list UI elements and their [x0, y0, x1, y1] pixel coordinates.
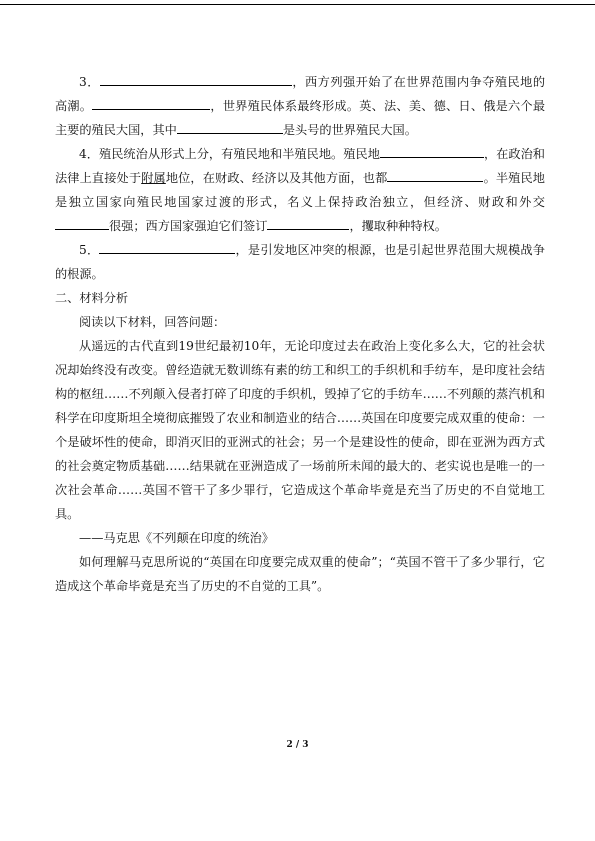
answer-blank[interactable]: [55, 215, 109, 230]
question-3-text-1: ，西方列强开始了在世界范围内争夺殖民地的高潮。: [55, 75, 546, 113]
answer-blank[interactable]: [380, 143, 484, 158]
question-3-text-3: 是头号的世界殖民大国。: [282, 123, 417, 137]
section-heading: 二、材料分析: [55, 291, 129, 305]
question-4-text-4: 。半殖民地是独立国家向殖民地国家过渡的形式，名义上保持政治独立，但经济、财政和外交: [55, 171, 545, 209]
question-4-text-5: 很强；西方国家强迫它们签订: [109, 219, 268, 233]
question-5-number: 5．: [79, 243, 100, 257]
answer-blank[interactable]: [100, 71, 292, 86]
question-3: [55, 70, 545, 142]
answer-blank[interactable]: [92, 95, 210, 110]
question-4-text-2: ，在政治和法律上直接处于: [55, 147, 545, 185]
page-number: 2 / 3: [286, 740, 309, 750]
question-4: [55, 142, 545, 238]
answer-blank[interactable]: [387, 167, 483, 182]
answer-blank[interactable]: [99, 239, 235, 254]
question-3-number: 3．: [79, 75, 100, 89]
material-source: ——马克思《不列颠在印度的统治》: [79, 531, 274, 545]
analysis-question: 如何理解马克思所说的“英国在印度要完成双重的使命”；“英国不管干了多少罪行，它造成这个革命毕竟是充当了历史的不自觉的工具”。: [55, 555, 545, 593]
underlined-word: 附属: [141, 171, 166, 185]
material-passage: 从遥远的古代直到19世纪最初10年，无论印度过去在政治上变化多么大，它的社会状况却始终没有改变。曾经造就无数训练有素的纺工和织工的手织机和手纺车，是印度社会结构的枢纽……不列颠入侵者打碎了印度的手织机，毁掉了它的手纺车……不列颠的蒸汽机和科学在印度斯坦全境彻底摧毁了农业和制造业的结合……英国在印度要完成双重的使命：一个是破坏性的使命，即消灭旧的亚洲式的社会；另一个是建设性的使命，即在亚洲为西方式的社会奠定物质基础……结果就在亚洲造成了一场前所未闻的最大的、老实说也是唯一的一次社会革命……英国不管干了多少罪行，它造成这个革命毕竟是充当了历史的不自觉地工具。: [55, 339, 545, 521]
question-3-text-2: ，世界殖民体系最终形成。英、法、美、德、日、俄是六个最主要的殖民大国，其中: [55, 99, 546, 137]
question-5-text-1: ，是引发地区冲突的根源，也是引起世界范围大规模战争的根源。: [55, 243, 545, 281]
question-4-text-6: ，攫取种种特权。: [349, 219, 447, 233]
question-4-text-1: 4．殖民统治从形式上分，有殖民地和半殖民地。殖民地: [79, 147, 380, 161]
answer-blank[interactable]: [177, 119, 283, 134]
document-page: [55, 70, 545, 598]
instruction-text: 阅读以下材料，回答问题：: [79, 315, 226, 329]
question-5: [55, 238, 545, 286]
top-rule: [0, 4, 595, 5]
answer-blank[interactable]: [267, 215, 349, 230]
question-4-text-3: 地位，在财政、经济以及其他方面，也都: [165, 171, 388, 185]
